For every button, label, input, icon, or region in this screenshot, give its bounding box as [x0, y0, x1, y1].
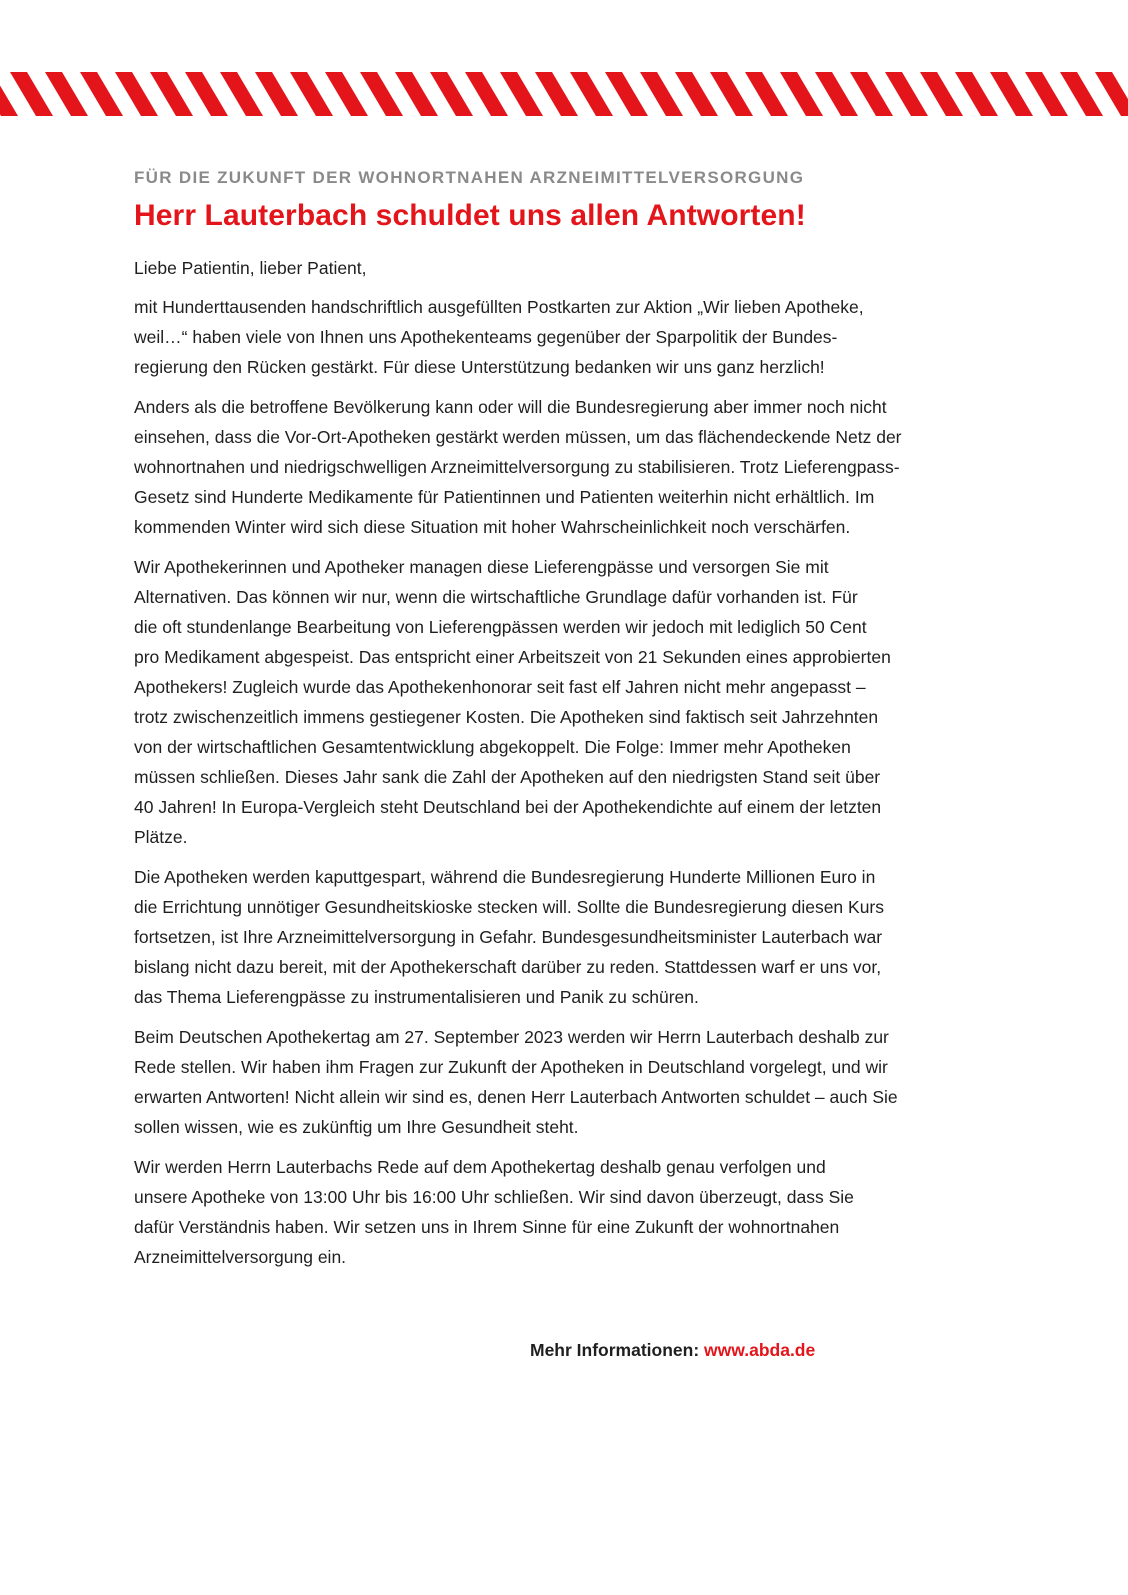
stripe-segment [45, 72, 88, 116]
stripe-segment [80, 72, 123, 116]
paragraph [134, 862, 1004, 1012]
stripe-segment [185, 72, 228, 116]
stripe-segment [920, 72, 963, 116]
stripe-segment [325, 72, 368, 116]
paragraph-line: regierung den Rücken gestärkt. Für diese Unterstützung bedanken wir uns ganz herzlich! [134, 357, 825, 377]
paragraph-line: Wir Apothekerinnen und Apotheker managen diese Lieferengpässe und versorgen Sie mit [134, 557, 829, 577]
stripe-segment [10, 72, 53, 116]
paragraph-line: Anders als die betroffene Bevölkerung kann oder will die Bundesregierung aber immer noch nicht [134, 397, 887, 417]
stripe-segment [150, 72, 193, 116]
paragraph-line: bislang nicht dazu bereit, mit der Apothekerschaft darüber zu reden. Stattdessen warf er uns vor, [134, 957, 882, 977]
letter-body [134, 168, 1004, 1282]
headline: Herr Lauterbach schuldet uns allen Antworten! [134, 199, 806, 232]
paragraph-line: fortsetzen, ist Ihre Arzneimittelversorgung in Gefahr. Bundesgesundheitsminister Lauterbach war [134, 927, 883, 947]
stripe-segment [780, 72, 823, 116]
paragraph-line: das Thema Lieferengpässe zu instrumentalisieren und Panik zu schüren. [134, 987, 699, 1007]
paragraph-line: Alternativen. Das können wir nur, wenn die wirtschaftliche Grundlage dafür vorhanden ist. Für [134, 587, 858, 607]
qr-code-icon [868, 1303, 966, 1401]
paragraph-line: Beim Deutschen Apothekertag am 27. September 2023 werden wir Herrn Lauterbach deshalb zur [134, 1027, 889, 1047]
more-info-label: Mehr Informationen: [530, 1340, 700, 1360]
stripe-segment [465, 72, 508, 116]
paragraph-line: Wir werden Herrn Lauterbachs Rede auf dem Apothekertag deshalb genau verfolgen und [134, 1157, 826, 1177]
paragraph-line: weil…“ haben viele von Ihnen uns Apothekenteams gegenüber der Sparpolitik der Bundes- [134, 327, 838, 347]
stripe-segment [570, 72, 613, 116]
paragraph-line: Die Apotheken werden kaputtgespart, während die Bundesregierung Hunderte Millionen Euro in [134, 867, 876, 887]
stripe-segment [395, 72, 438, 116]
top-warning-stripe [0, 72, 1128, 116]
paragraphs [134, 292, 1004, 1272]
paragraph-line: kommenden Winter wird sich diese Situation mit hoher Wahrscheinlichkeit noch verschärfen. [134, 517, 851, 537]
paragraph-line: wohnortnahen und niedrigschwelligen Arzneimittelversorgung zu stabilisieren. Trotz Lieferengpass- [134, 457, 900, 477]
stripe-segment [1095, 72, 1128, 116]
stripe-segment [745, 72, 788, 116]
stripe-segment [990, 72, 1033, 116]
stripe-segment [815, 72, 858, 116]
paragraph-line: Arzneimittelversorgung ein. [134, 1247, 347, 1267]
stripe-segment [535, 72, 578, 116]
paragraph-line: einsehen, dass die Vor-Ort-Apotheken gestärkt werden müssen, um das flächendeckende Netz der [134, 427, 902, 447]
stripe-segment [290, 72, 333, 116]
stripe-segment [430, 72, 473, 116]
stripe-segment [885, 72, 928, 116]
paragraph [134, 392, 1004, 542]
stripe-segment [220, 72, 263, 116]
paragraph [134, 1022, 1004, 1142]
stripe-segment [1060, 72, 1103, 116]
paragraph [134, 1152, 1004, 1272]
paragraph-line: müssen schließen. Dieses Jahr sank die Zahl der Apotheken auf den niedrigsten Stand seit über [134, 767, 881, 787]
paragraph-line: unsere Apotheke von 13:00 Uhr bis 16:00 Uhr schließen. Wir sind davon überzeugt, dass Sie [134, 1187, 854, 1207]
paragraph-line: Apothekers! Zugleich wurde das Apothekenhonorar seit fast elf Jahren nicht mehr angepasst – [134, 677, 866, 697]
paragraph-line: mit Hunderttausenden handschriftlich ausgefüllten Postkarten zur Aktion „Wir lieben Apotheke, [134, 297, 864, 317]
stripe-segment [710, 72, 753, 116]
stripe-segment [255, 72, 298, 116]
stripe-segment [500, 72, 543, 116]
paragraph-line: die Errichtung unnötiger Gesundheitskioske stecken will. Sollte die Bundesregierung diesen Kurs [134, 897, 885, 917]
abda-link[interactable]: www.abda.de [704, 1340, 816, 1360]
kicker-heading: FÜR DIE ZUKUNFT DER WOHNORTNAHEN ARZNEIMITTELVERSORGUNG [134, 168, 805, 187]
paragraph-line: sollen wissen, wie es zukünftig um Ihre Gesundheit steht. [134, 1117, 579, 1137]
paragraph-line: pro Medikament abgespeist. Das entspricht einer Arbeitszeit von 21 Sekunden eines approbierten [134, 647, 891, 667]
stripe-segment [850, 72, 893, 116]
stripe-segment [360, 72, 403, 116]
paragraph [134, 552, 1004, 852]
stripe-segment [640, 72, 683, 116]
paragraph-line: Rede stellen. Wir haben ihm Fragen zur Zukunft der Apotheken in Deutschland vorgelegt, und wir [134, 1057, 888, 1077]
paragraph-line: Gesetz sind Hunderte Medikamente für Patientinnen und Patienten weiterhin nicht erhältlich. Im [134, 487, 875, 507]
stripe-segment [1025, 72, 1068, 116]
paragraph-line: dafür Verständnis haben. Wir setzen uns in Ihrem Sinne für eine Zukunft der wohnortnahen [134, 1217, 840, 1237]
paragraph-line: trotz zwischenzeitlich immens gestiegener Kosten. Die Apotheken sind faktisch seit Jahrzehnten [134, 707, 879, 727]
salutation: Liebe Patientin, lieber Patient, [134, 258, 367, 278]
paragraph-line: von der wirtschaftlichen Gesamtentwicklung abgekoppelt. Die Folge: Immer mehr Apotheken [134, 737, 851, 757]
stripe-segment [955, 72, 998, 116]
stripe-segment [675, 72, 718, 116]
stripe-segment [115, 72, 158, 116]
stripe-segment [605, 72, 648, 116]
paragraph-line: die oft stundenlange Bearbeitung von Lieferengpässen werden wir jedoch mit lediglich 50 Cent [134, 617, 867, 637]
paragraph-line: Plätze. [134, 827, 188, 847]
paragraph-line: erwarten Antworten! Nicht allein wir sind es, denen Herr Lauterbach Antworten schuldet – auch Sie [134, 1087, 898, 1107]
paragraph-line: 40 Jahren! In Europa-Vergleich steht Deutschland bei der Apothekendichte auf einem der letzten [134, 797, 882, 817]
more-info [530, 1340, 815, 1361]
paragraph [134, 292, 1004, 382]
